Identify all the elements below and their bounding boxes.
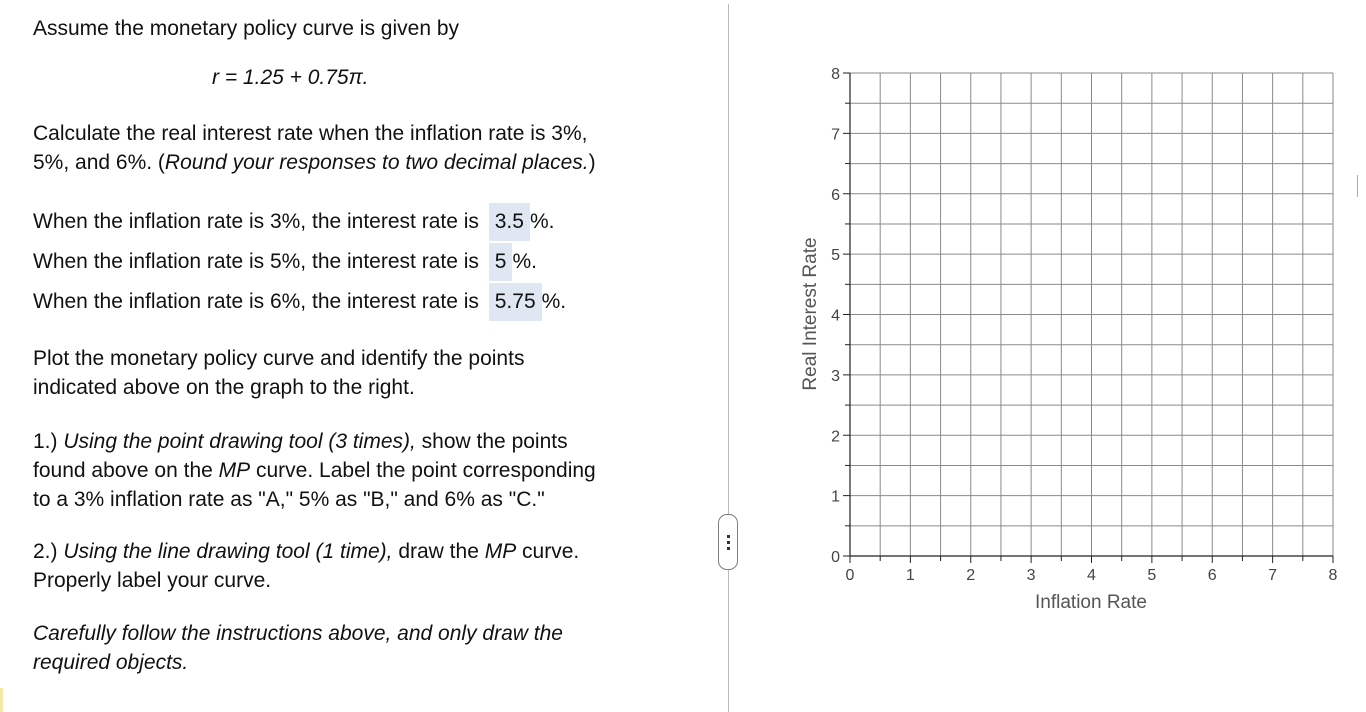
y-tick-label: 6 <box>831 186 840 204</box>
intro-text: Assume the monetary policy curve is given by <box>33 17 460 40</box>
step1-number: 1.) <box>33 430 64 453</box>
plot-line1: Plot the monetary policy curve and identify the points <box>33 347 525 370</box>
step1-line3: to a 3% inflation rate as "A," 5% as "B," and 6% as "C." <box>33 488 545 511</box>
y-tick-label: 7 <box>831 126 840 144</box>
answer-suffix: %. <box>512 250 537 273</box>
x-tick-label: 1 <box>905 567 915 584</box>
step1-line2-a: found above on the <box>33 459 219 482</box>
x-tick-label: 4 <box>1087 567 1096 584</box>
calc-line1: Calculate the real interest rate when the inflation rate is 3%, <box>33 122 588 145</box>
step2-tool: Using the line drawing tool (1 time), <box>63 540 393 563</box>
x-tick-label: 7 <box>1268 567 1278 584</box>
y-axis-label: Real Interest Rate <box>800 237 821 391</box>
x-tick-label: 8 <box>1328 567 1338 584</box>
x-tick-label: 5 <box>1147 567 1157 584</box>
caution-line1: Carefully follow the instructions above, and only draw the <box>33 622 563 645</box>
y-tick-label: 0 <box>831 549 840 566</box>
step2-mp: MP <box>484 540 517 563</box>
step2-line2: Properly label your curve. <box>33 569 272 592</box>
x-tick-label: 2 <box>966 567 976 584</box>
answer-suffix: %. <box>541 290 567 313</box>
x-tick-label: 3 <box>1026 567 1036 584</box>
x-tick-label: 0 <box>845 567 855 584</box>
y-tick-label: 5 <box>831 247 840 265</box>
plot-line2: indicated above on the graph to the right. <box>33 376 415 399</box>
step2-text-a: draw the <box>392 540 485 563</box>
y-tick-label: 4 <box>831 307 840 325</box>
y-tick-label: 2 <box>831 428 840 446</box>
y-tick-label: 8 <box>831 66 840 83</box>
step2-text-b: curve. <box>516 540 580 563</box>
caution-line2: required objects. <box>33 651 189 674</box>
answer-input-5pct[interactable]: 5 <box>489 243 513 281</box>
y-tick-label: 1 <box>831 488 840 506</box>
step1-line2-b: curve. Label the point corresponding <box>250 459 596 482</box>
mp-equation: r = 1.25 + 0.75π. <box>212 66 369 89</box>
answer-prefix: When the inflation rate is 6%, the interest rate is <box>33 290 479 313</box>
answer-suffix: %. <box>529 210 555 233</box>
step2-number: 2.) <box>33 540 64 563</box>
x-tick-label: 6 <box>1207 567 1217 584</box>
answer-input-3pct[interactable]: 3.5 <box>489 203 530 241</box>
answer-prefix: When the inflation rate is 5%, the interest rate is <box>33 250 479 273</box>
calc-line2-a: 5%, and 6%. ( <box>33 151 165 174</box>
rounding-note: Round your responses to two decimal places. <box>164 151 589 174</box>
step1-text-a: show the points <box>415 430 568 453</box>
calc-line2-b: ) <box>588 151 596 174</box>
answer-prefix: When the inflation rate is 3%, the interest rate is <box>33 210 479 233</box>
x-axis-label: Inflation Rate <box>1035 592 1147 613</box>
y-tick-label: 3 <box>831 367 840 385</box>
answer-input-6pct[interactable]: 5.75 <box>489 283 542 321</box>
step1-mp: MP <box>218 459 251 482</box>
step1-tool: Using the point drawing tool (3 times), <box>63 430 416 453</box>
